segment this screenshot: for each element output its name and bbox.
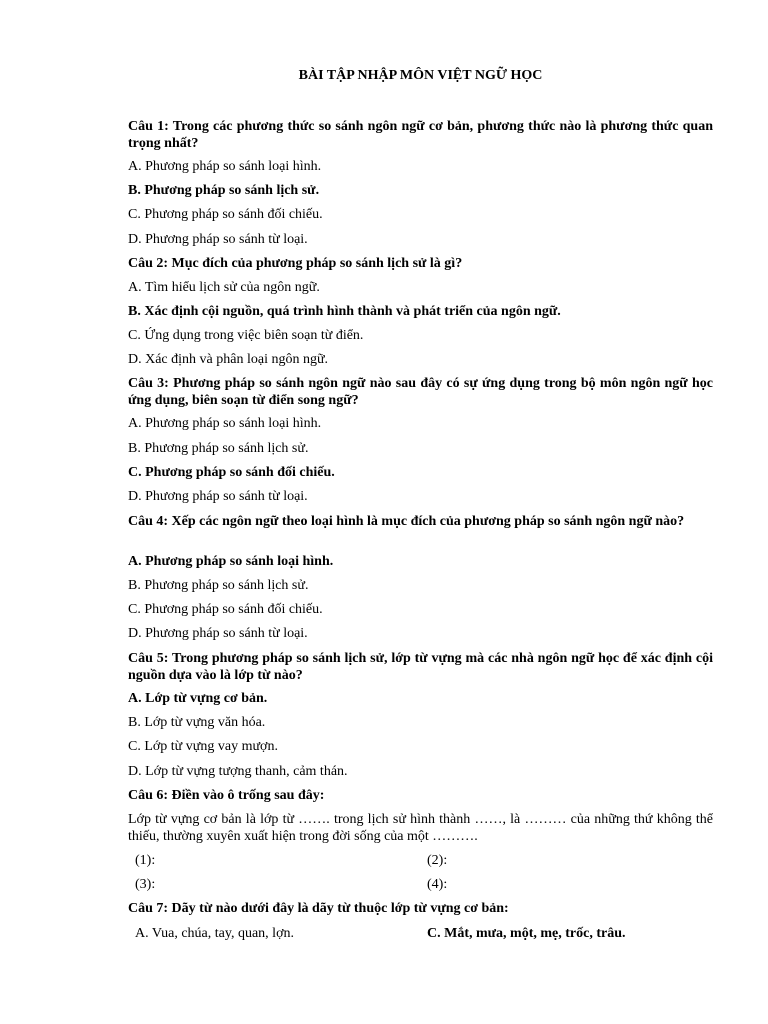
q5-option-c: C. Lớp từ vựng vay mượn. bbox=[128, 739, 278, 754]
question-3: Câu 3: Phương pháp so sánh ngôn ngữ nào sau đây có sự ứng dụng trong bộ môn ngôn ngữ học ứng dụng, biên soạn từ điển song ngữ? bbox=[128, 376, 713, 408]
q2-option-d: D. Xác định và phân loại ngôn ngữ. bbox=[128, 352, 329, 367]
q3-option-d: D. Phương pháp so sánh từ loại. bbox=[128, 489, 308, 504]
question-1: Câu 1: Trong các phương thức so sánh ngôn ngữ cơ bản, phương thức nào là phương thức quan trọng nhất? bbox=[128, 119, 713, 151]
q6-blank-2: (2): bbox=[427, 853, 448, 868]
q3-option-a: A. Phương pháp so sánh loại hình. bbox=[128, 416, 322, 431]
q3-option-c: C. Phương pháp so sánh đối chiếu. bbox=[128, 465, 335, 480]
q3-option-b: B. Phương pháp so sánh lịch sử. bbox=[128, 441, 309, 456]
q4-option-c: C. Phương pháp so sánh đối chiếu. bbox=[128, 602, 323, 617]
question-4: Câu 4: Xếp các ngôn ngữ theo loại hình là mục đích của phương pháp so sánh ngôn ngữ nào? bbox=[128, 514, 685, 529]
q1-option-c: C. Phương pháp so sánh đối chiếu. bbox=[128, 207, 323, 222]
q1-option-a: A. Phương pháp so sánh loại hình. bbox=[128, 159, 322, 174]
document-page bbox=[128, 0, 713, 1024]
q4-option-a: A. Phương pháp so sánh loại hình. bbox=[128, 554, 334, 569]
document-title: BÀI TẬP NHẬP MÔN VIỆT NGỮ HỌC bbox=[298, 68, 543, 83]
q2-option-b: B. Xác định cội nguồn, quá trình hình thành và phát triển của ngôn ngữ. bbox=[128, 304, 561, 319]
q5-option-b: B. Lớp từ vựng văn hóa. bbox=[128, 715, 266, 730]
q1-option-b: B. Phương pháp so sánh lịch sử. bbox=[128, 183, 320, 198]
question-5: Câu 5: Trong phương pháp so sánh lịch sử, lớp từ vựng mà các nhà ngôn ngữ học để xác định cội nguồn dựa vào là lớp từ nào? bbox=[128, 651, 713, 683]
q2-option-a: A. Tìm hiểu lịch sử của ngôn ngữ. bbox=[128, 280, 320, 295]
q5-option-d: D. Lớp từ vựng tượng thanh, cảm thán. bbox=[128, 764, 348, 779]
q7-option-c: C. Mắt, mưa, một, mẹ, trốc, trâu. bbox=[427, 926, 626, 941]
q6-blank-4: (4): bbox=[427, 877, 448, 892]
q1-option-d: D. Phương pháp so sánh từ loại. bbox=[128, 232, 308, 247]
q6-blank-3: (3): bbox=[135, 877, 156, 892]
q2-option-c: C. Ứng dụng trong việc biên soạn từ điển. bbox=[128, 328, 364, 343]
question-2: Câu 2: Mục đích của phương pháp so sánh lịch sử là gì? bbox=[128, 256, 463, 271]
q4-option-d: D. Phương pháp so sánh từ loại. bbox=[128, 626, 308, 641]
q4-option-b: B. Phương pháp so sánh lịch sử. bbox=[128, 578, 309, 593]
q6-blank-1: (1): bbox=[135, 853, 156, 868]
q5-option-a: A. Lớp từ vựng cơ bản. bbox=[128, 691, 268, 706]
question-6: Câu 6: Điền vào ô trống sau đây: bbox=[128, 788, 325, 803]
q6-paragraph: Lớp từ vựng cơ bản là lớp từ ……. trong lịch sử hình thành ……, là ……… của những thứ không thể thiếu, thường xuyên xuất hiện trong đời sống của một ………. bbox=[128, 812, 713, 844]
question-7: Câu 7: Dãy từ nào dưới đây là dãy từ thuộc lớp từ vựng cơ bản: bbox=[128, 901, 509, 916]
q7-option-a: A. Vua, chúa, tay, quan, lợn. bbox=[135, 926, 294, 941]
